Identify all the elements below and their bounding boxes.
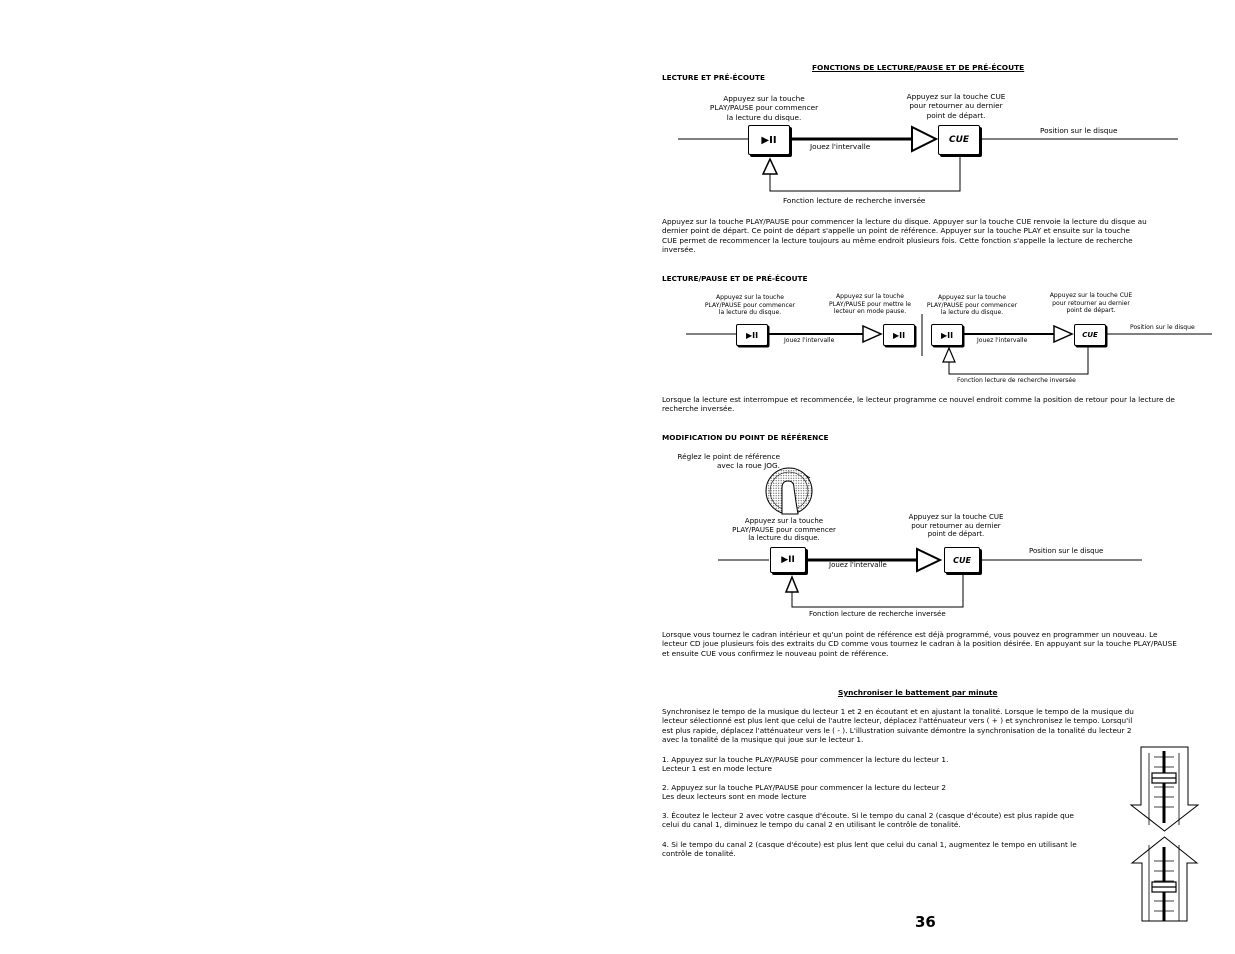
paragraph-section2: Lorsque la lecture est interrompue et recommencée, le lecteur programme ce nouvel endroit comme la position de retour pour la lecture de recherche inversée. xyxy=(662,395,1175,414)
interval-label: Jouez l'intervalle xyxy=(810,142,871,151)
sync-intro: Synchronisez le tempo de la musique du lecteur 1 et 2 en écoutant et en ajustant la tonalité. Lorsque le tempo de la musique du lecteur sélectionné est plus lent que celui de l'autre lecteur, déplacez l'atténuateur vers ( + ) et synchronisez le tempo. Lorsqu'il est plus rapide, déplacez l'atténuateur vers le ( - ). L'illustration suivante démontre la synchronisation de la tonalité du lecteur 2 avec la tonalité de la musique qui joue sur le lecteur 1. xyxy=(662,707,1134,745)
cue-button-2: CUE xyxy=(1074,324,1106,346)
fader-illustration xyxy=(1128,745,1200,925)
arrow-right-icon xyxy=(863,326,881,342)
note-play-2: Appuyez sur la touche PLAY/PAUSE pour commencer la lecture du disque. xyxy=(926,294,1018,317)
sync-title: Synchroniser le battement par minute xyxy=(838,688,998,697)
position-label: Position sur le disque xyxy=(1040,126,1118,135)
jog-note: Réglez le point de référence avec la roue JOG. xyxy=(677,452,780,471)
position-label-3: Position sur le disque xyxy=(1029,547,1104,555)
step-4: 4. Si le tempo du canal 2 (casque d'écoute) est plus lent que celui du canal 1, augmentez le tempo en utilisant le contrôle de tonalité. xyxy=(662,840,1077,859)
interval-label-2: Jouez l'intervalle xyxy=(977,337,1028,344)
play-pause-button-2: ▶II xyxy=(883,324,915,346)
return-line xyxy=(792,574,963,607)
cue-button-3: CUE xyxy=(944,547,980,573)
paragraph-section3: Lorsque vous tournez le cadran intérieur et qu'un point de référence est déjà programmé, vous pouvez en programmer un nouveau. Le lecteur CD joue plusieurs fois des extraits du CD comme vous tournez le cadran à la position désirée. En appuyant sur la touche PLAY/PAUSE et ensuite CUE vous confirmez le nouveau point de référence. xyxy=(662,630,1177,658)
page-title: FONCTIONS DE LECTURE/PAUSE ET DE PRÉ-ÉCOUTE xyxy=(812,63,1025,72)
note-play-1: Appuyez sur la touche PLAY/PAUSE pour commencer la lecture du disque. xyxy=(704,294,796,317)
reverse-label-3: Fonction lecture de recherche inversée xyxy=(809,610,946,618)
arrow-right-icon xyxy=(1054,326,1072,342)
play-pause-button-1: ▶II xyxy=(736,324,768,346)
section-heading-lecture-pause: LECTURE/PAUSE ET DE PRÉ-ÉCOUTE xyxy=(662,274,808,283)
arrow-down-icon xyxy=(1131,747,1198,831)
page-number: 36 xyxy=(915,913,936,931)
note-cue: Appuyez sur la touche CUE pour retourner au dernier point de départ. xyxy=(1049,292,1133,315)
step-1: 1. Appuyez sur la touche PLAY/PAUSE pour commencer la lecture du lecteur 1. Lecteur 1 est en mode lecture xyxy=(662,755,949,774)
paragraph-section1: Appuyez sur la touche PLAY/PAUSE pour commencer la lecture du disque. Appuyer sur la touche CUE renvoie la lecture du disque au dernier point de départ. Ce point de départ s'appelle un point de référence. Appuyer sur la touche PLAY et ensuite sur la touche CUE permet de recommencer la lecture toujours au même endroit plusieurs fois. Cette fonction s'appelle la lecture de recherche inversée. xyxy=(662,217,1147,255)
interval-label-3: Jouez l'intervalle xyxy=(829,561,887,569)
return-line xyxy=(949,346,1088,374)
interval-label-1: Jouez l'intervalle xyxy=(784,337,835,344)
section-heading-modification: MODIFICATION DU POINT DE RÉFÉRENCE xyxy=(662,433,829,442)
arrow-up-icon xyxy=(786,577,798,592)
play-pause-button-3s: ▶II xyxy=(770,547,806,573)
cue-button: CUE xyxy=(938,125,980,155)
section-heading-lecture-pre-ecoute: LECTURE ET PRÉ-ÉCOUTE xyxy=(662,73,765,82)
cue-note-3: Appuyez sur la touche CUE pour retourner au dernier point de départ. xyxy=(908,513,1004,539)
step-3: 3. Écoutez le lecteur 2 avec votre casque d'écoute. Si le tempo du canal 2 (casque d'écoute) est plus rapide que celui du canal 1, diminuez le tempo du canal 2 en utilisant le contrôle de tonalité. xyxy=(662,811,1074,830)
reverse-label-2: Fonction lecture de recherche inversée xyxy=(957,377,1076,384)
arrow-up-icon xyxy=(943,348,955,362)
play-pause-button-3: ▶II xyxy=(931,324,963,346)
play-note: Appuyez sur la touche PLAY/PAUSE pour commencer la lecture du disque. xyxy=(709,94,819,122)
arrow-up-icon xyxy=(1132,837,1197,921)
reverse-label: Fonction lecture de recherche inversée xyxy=(783,196,926,205)
cue-note: Appuyez sur la touche CUE pour retourner au dernier point de départ. xyxy=(906,92,1006,120)
position-label-2: Position sur le disque xyxy=(1130,324,1195,331)
arrow-right-icon xyxy=(912,127,936,151)
jog-wheel-icon xyxy=(760,462,820,518)
play-pause-button: ▶II xyxy=(748,125,790,155)
play-note-3: Appuyez sur la touche PLAY/PAUSE pour commencer la lecture du disque. xyxy=(732,517,836,543)
note-pause: Appuyez sur la touche PLAY/PAUSE pour mettre le lecteur en mode pause. xyxy=(828,293,912,316)
step-2: 2. Appuyez sur la touche PLAY/PAUSE pour commencer la lecture du lecteur 2 Les deux lecteurs sont en mode lecture xyxy=(662,783,947,802)
arrow-up-icon xyxy=(763,159,777,174)
return-line xyxy=(770,154,960,191)
arrow-right-icon xyxy=(917,549,940,571)
